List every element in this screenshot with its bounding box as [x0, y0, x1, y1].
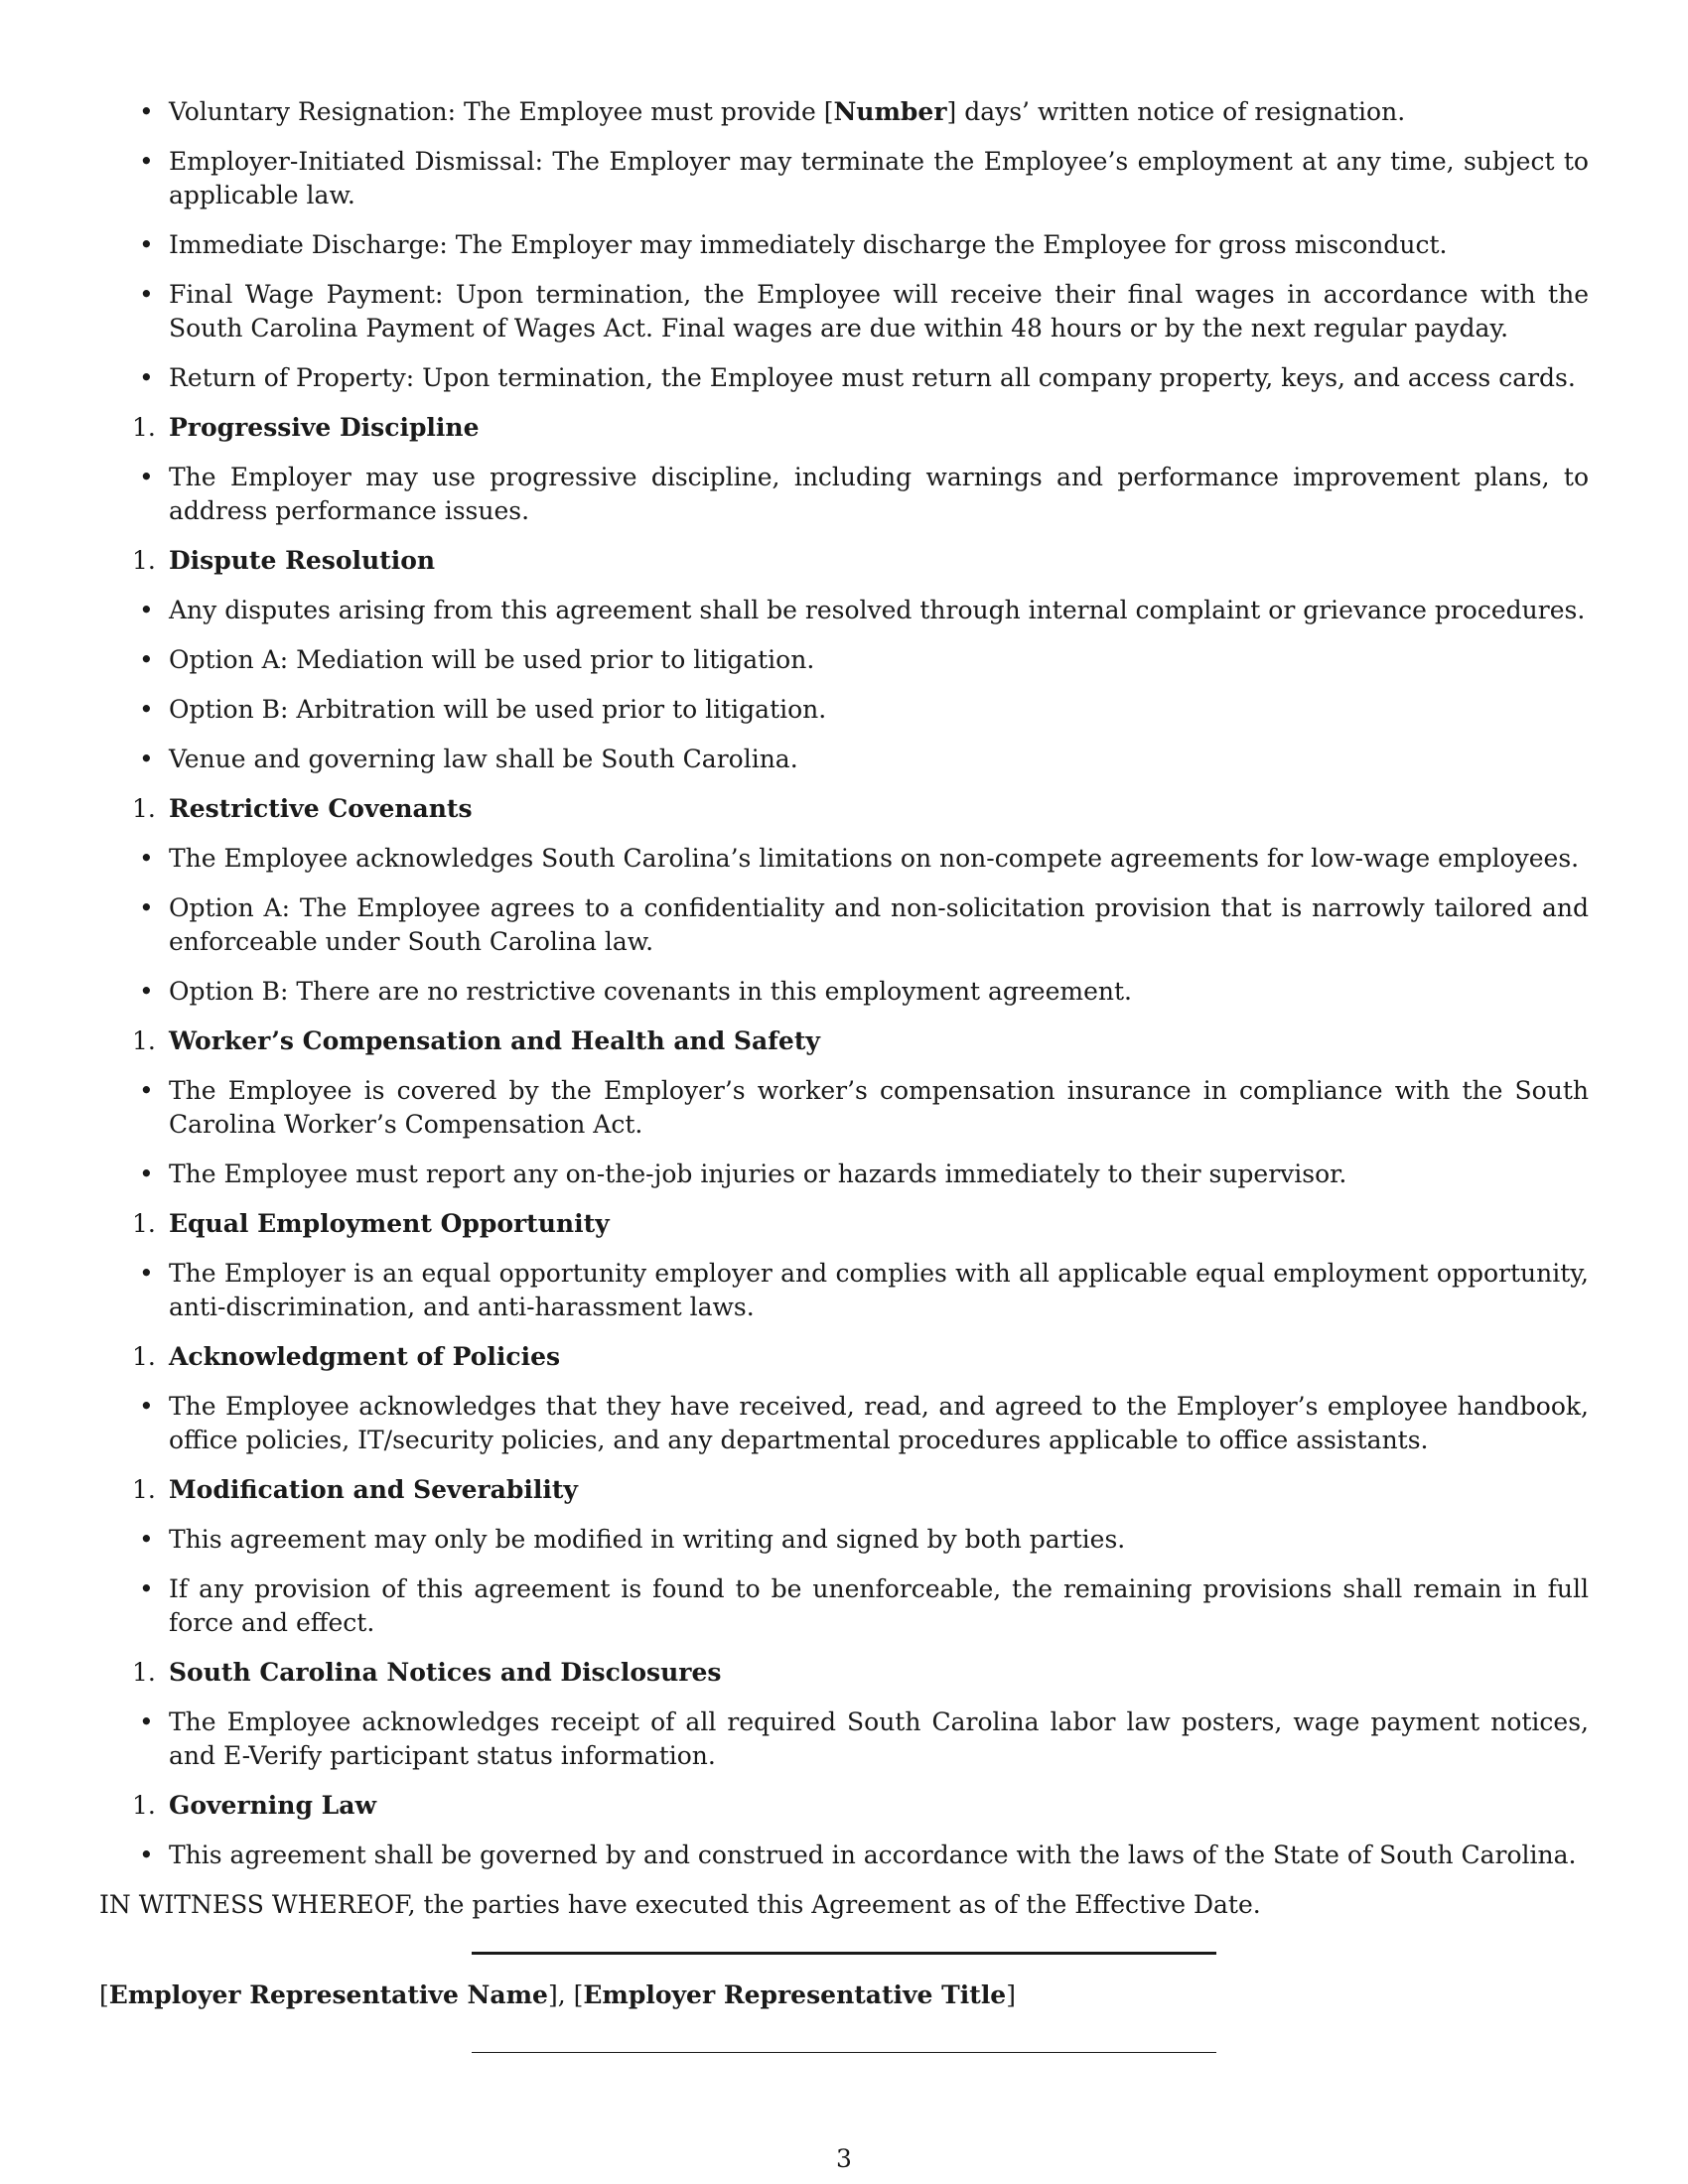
heading-text: Equal Employment Opportunity	[169, 1209, 610, 1238]
bullet-marker: •	[139, 645, 154, 674]
heading-text: Restrictive Covenants	[169, 794, 473, 823]
list-item	[99, 594, 1589, 627]
placeholder-number: Number	[833, 97, 947, 126]
item-text: The Employee is covered by the Employer’s worker’s compensation insurance in compliance with the South Carolina Worker’s Compensation Act.	[169, 1076, 1589, 1139]
section-heading	[99, 411, 1589, 445]
item-text: The Employee acknowledges that they have received, read, and agreed to the Employer’s employee handbook, office policies, IT/security policies, and any departmental procedures applicable to office assistants.	[169, 1392, 1589, 1454]
list-number: 1.	[132, 1026, 156, 1055]
bracket: ]	[1006, 1980, 1016, 2009]
list-item	[99, 1257, 1589, 1324]
item-text: The Employer is an equal opportunity employer and complies with all applicable equal employment opportunity, anti-discrimination, and anti-harassment laws.	[169, 1259, 1589, 1321]
item-text: Immediate Discharge: The Employer may immediately discharge the Employee for gross misconduct.	[169, 230, 1448, 259]
bullet-marker: •	[139, 1841, 154, 1869]
list-number: 1.	[132, 1791, 156, 1820]
document-body	[99, 95, 1589, 1938]
list-item	[99, 743, 1589, 776]
list-number: 1.	[132, 1209, 156, 1238]
list-item	[99, 228, 1589, 262]
item-text: Employer-Initiated Dismissal: The Employer may terminate the Employee’s employment at any time, subject to applicable law.	[169, 147, 1589, 209]
signature-line-employee	[472, 2052, 1216, 2053]
bullet-marker: •	[139, 1076, 154, 1105]
employer-signature-block	[99, 1979, 1016, 2012]
section-heading	[99, 1789, 1589, 1823]
section-heading	[99, 544, 1589, 578]
list-item	[99, 891, 1589, 959]
bullet-marker: •	[139, 844, 154, 873]
section-heading	[99, 1340, 1589, 1374]
heading-text: Progressive Discipline	[169, 413, 480, 442]
item-text: Any disputes arising from this agreement shall be resolved through internal complaint or grievance procedures.	[169, 596, 1586, 624]
item-text: This agreement may only be modified in writing and signed by both parties.	[169, 1525, 1126, 1554]
list-item	[99, 95, 1589, 129]
list-item	[99, 1390, 1589, 1457]
bullet-marker: •	[139, 230, 154, 259]
heading-text: South Carolina Notices and Disclosures	[169, 1658, 722, 1687]
bracket: ], [	[547, 1980, 584, 2009]
section-heading	[99, 792, 1589, 826]
item-text: Option A: The Employee agrees to a confidentiality and non-solicitation provision that is narrowly tailored and enforceable under South Carolina law.	[169, 893, 1589, 956]
list-item	[99, 278, 1589, 345]
item-text: The Employer may use progressive discipline, including warnings and performance improvement plans, to address performance issues.	[169, 463, 1589, 525]
signature-line-employer	[472, 1952, 1216, 1955]
bullet-marker: •	[139, 363, 154, 392]
bullet-marker: •	[139, 97, 154, 126]
item-text: This agreement shall be governed by and construed in accordance with the laws of the State of South Carolina.	[169, 1841, 1577, 1869]
heading-text: Modification and Severability	[169, 1475, 578, 1504]
list-number: 1.	[132, 1475, 156, 1504]
item-text: ] days’ written notice of resignation.	[946, 97, 1406, 126]
item-text: The Employee must provide [	[456, 97, 834, 126]
bullet-marker: •	[139, 1525, 154, 1554]
item-text: If any provision of this agreement is found to be unenforceable, the remaining provisions shall remain in full force and effect.	[169, 1574, 1589, 1637]
heading-text: Dispute Resolution	[169, 546, 436, 575]
bullet-marker: •	[139, 463, 154, 491]
bullet-marker: •	[139, 1392, 154, 1421]
bullet-marker: •	[139, 1574, 154, 1603]
list-item	[99, 1523, 1589, 1557]
employer-rep-name: Employer Representative Name	[108, 1980, 548, 2009]
list-number: 1.	[132, 546, 156, 575]
bracket: [	[99, 1980, 109, 2009]
bullet-marker: •	[139, 1160, 154, 1188]
list-number: 1.	[132, 794, 156, 823]
bullet-marker: •	[139, 147, 154, 176]
section-heading	[99, 1207, 1589, 1241]
list-item	[99, 361, 1589, 395]
bullet-marker: •	[139, 893, 154, 922]
employer-rep-title: Employer Representative Title	[583, 1980, 1007, 2009]
section-heading	[99, 1473, 1589, 1507]
section-heading	[99, 1656, 1589, 1690]
list-number: 1.	[132, 1342, 156, 1371]
list-item	[99, 643, 1589, 677]
bullet-marker: •	[139, 695, 154, 724]
list-item	[99, 1158, 1589, 1191]
list-item	[99, 842, 1589, 876]
heading-text: Worker’s Compensation and Health and Safety	[169, 1026, 820, 1055]
item-text: The Employee must report any on-the-job injuries or hazards immediately to their supervisor.	[169, 1160, 1347, 1188]
bullet-marker: •	[139, 977, 154, 1006]
item-text: The Employee acknowledges receipt of all required South Carolina labor law posters, wage payment notices, and E-Verify participant status information.	[169, 1707, 1589, 1770]
list-item	[99, 1706, 1589, 1773]
list-item	[99, 145, 1589, 212]
list-item	[99, 693, 1589, 727]
bullet-marker: •	[139, 280, 154, 309]
list-item	[99, 1074, 1589, 1142]
bullet-marker: •	[139, 745, 154, 773]
bullet-marker: •	[139, 596, 154, 624]
item-text: Option A: Mediation will be used prior to litigation.	[169, 645, 815, 674]
list-number: 1.	[132, 1658, 156, 1687]
list-item	[99, 1572, 1589, 1640]
heading-text: Acknowledgment of Policies	[169, 1342, 561, 1371]
list-item	[99, 1839, 1589, 1872]
item-text: Option B: Arbitration will be used prior to litigation.	[169, 695, 827, 724]
item-label: Voluntary Resignation:	[169, 97, 457, 126]
bullet-marker: •	[139, 1707, 154, 1736]
list-item	[99, 461, 1589, 528]
item-text: Venue and governing law shall be South Carolina.	[169, 745, 798, 773]
page-number: 3	[836, 2144, 852, 2173]
item-text: Option B: There are no restrictive covenants in this employment agreement.	[169, 977, 1132, 1006]
list-item	[99, 975, 1589, 1009]
bullet-marker: •	[139, 1259, 154, 1288]
section-heading	[99, 1024, 1589, 1058]
list-number: 1.	[132, 413, 156, 442]
witness-statement: IN WITNESS WHEREOF, the parties have executed this Agreement as of the Effective Date.	[99, 1890, 1261, 1919]
heading-text: Governing Law	[169, 1791, 376, 1820]
item-text: Final Wage Payment: Upon termination, the Employee will receive their final wages in accordance with the South Carolina Payment of Wages Act. Final wages are due within 48 hours or by the next regular payday.	[169, 280, 1589, 342]
item-text: The Employee acknowledges South Carolina’s limitations on non-compete agreements for low-wage employees.	[169, 844, 1580, 873]
item-text: Return of Property: Upon termination, the Employee must return all company property, keys, and access cards.	[169, 363, 1576, 392]
